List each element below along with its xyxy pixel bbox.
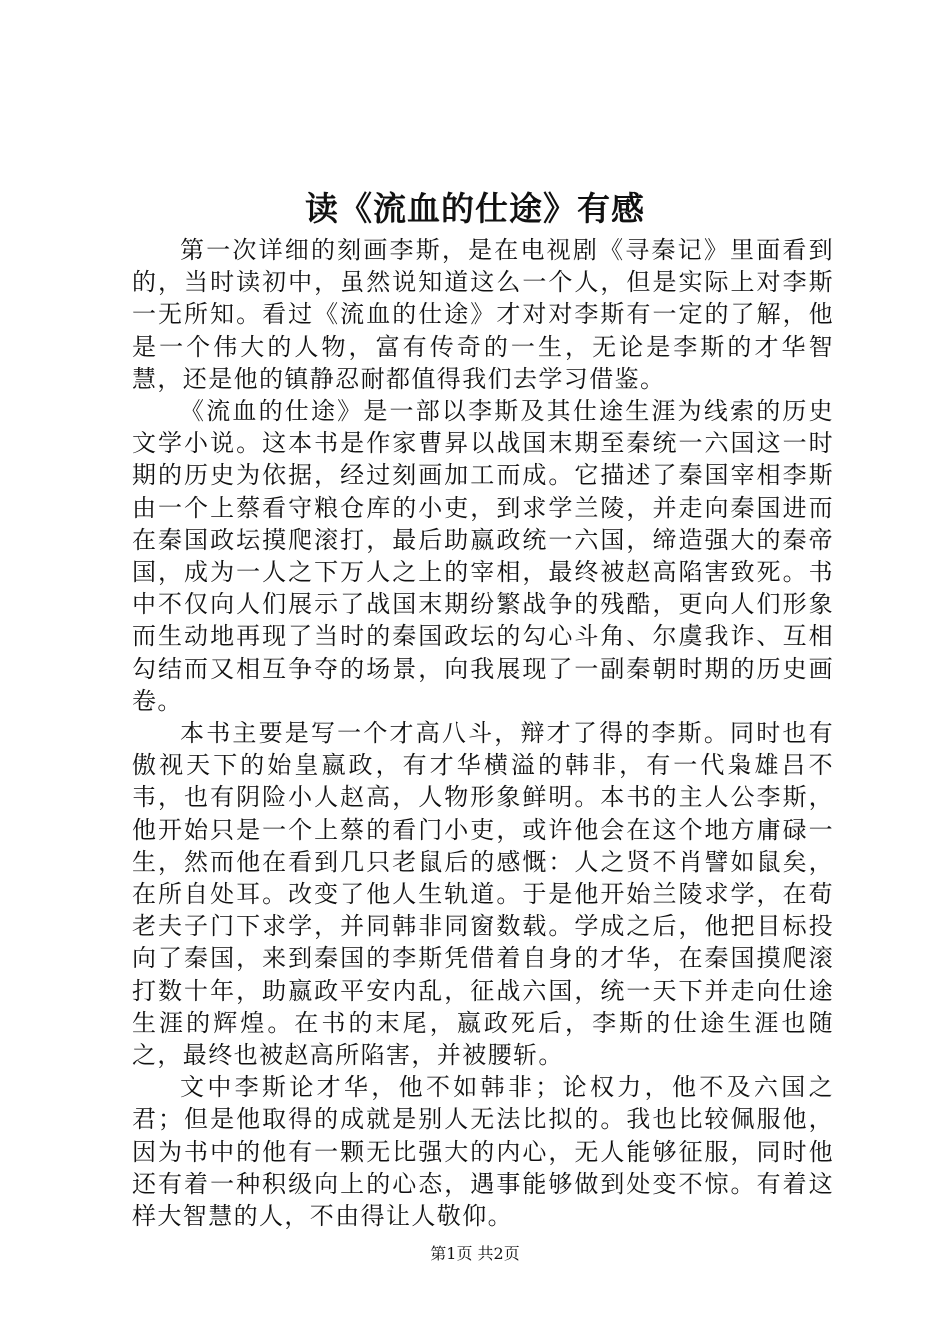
page-number: 第1页 共2页 — [430, 1244, 520, 1263]
paragraph-3: 本书主要是写一个才高八斗，辩才了得的李斯。同时也有傲视天下的始皇嬴政，有才华横溢的韩非，有一代枭雄吕不韦，也有阴险小人赵高，人物形象鲜明。本书的主人公李斯，他开始只是一个上蔡的看门小吏，或许他会在这个地方庸碌一生，然而他在看到几只老鼠后的感慨：人之贤不肖譬如鼠矣，在所自处耳。改变了他人生轨道。于是他开始兰陵求学，在荀老夫子门下求学，并同韩非同窗数载。学成之后，他把目标投向了秦国，来到秦国的李斯凭借着自身的才华，在秦国摸爬滚打数十年，助嬴政平安内乱，征战六国，统一天下并走向仕途生涯的辉煌。在书的末尾，嬴政死后，李斯的仕途生涯也随之，最终也被赵高所陷害，并被腰斩。 — [132, 719, 834, 1070]
paragraph-2: 《流血的仕途》是一部以李斯及其仕途生涯为线索的历史文学小说。这本书是作家曹昇以战国末期至秦统一六国这一时期的历史为依据，经过刻画加工而成。它描述了秦国宰相李斯由一个上蔡看守粮仓库的小吏，到求学兰陵，并走向秦国进而在秦国政坛摸爬滚打，最后助嬴政统一六国，缔造强大的秦帝国，成为一人之下万人之上的宰相，最终被赵高陷害致死。书中不仅向人们展示了战国末期纷繁战争的残酷，更向人们形象而生动地再现了当时的秦国政坛的勾心斗角、尔虞我诈、互相勾结而又相互争夺的场景，向我展现了一副秦朝时期的历史画卷。 — [132, 397, 834, 715]
paragraph-1: 第一次详细的刻画李斯，是在电视剧《寻秦记》里面看到的，当时读初中，虽然说知道这么一个人，但是实际上对李斯一无所知。看过《流血的仕途》才对对李斯有一定的了解，他是一个伟大的人物，富有传奇的一生，无论是李斯的才华智慧，还是他的镇静忍耐都值得我们去学习借鉴。 — [132, 236, 834, 393]
document-body — [132, 234, 834, 1232]
page-footer — [0, 1242, 950, 1266]
paragraph-4: 文中李斯论才华，他不如韩非；论权力，他不及六国之君；但是他取得的成就是别人无法比拟的。我也比较佩服他，因为书中的他有一颗无比强大的内心，无人能够征服，同时他还有着一种积级向上的心态，遇事能够做到处变不惊。有着这样大智慧的人，不由得让人敬仰。 — [132, 1073, 834, 1231]
document-title: 读《流血的仕途》有感 — [305, 189, 645, 228]
